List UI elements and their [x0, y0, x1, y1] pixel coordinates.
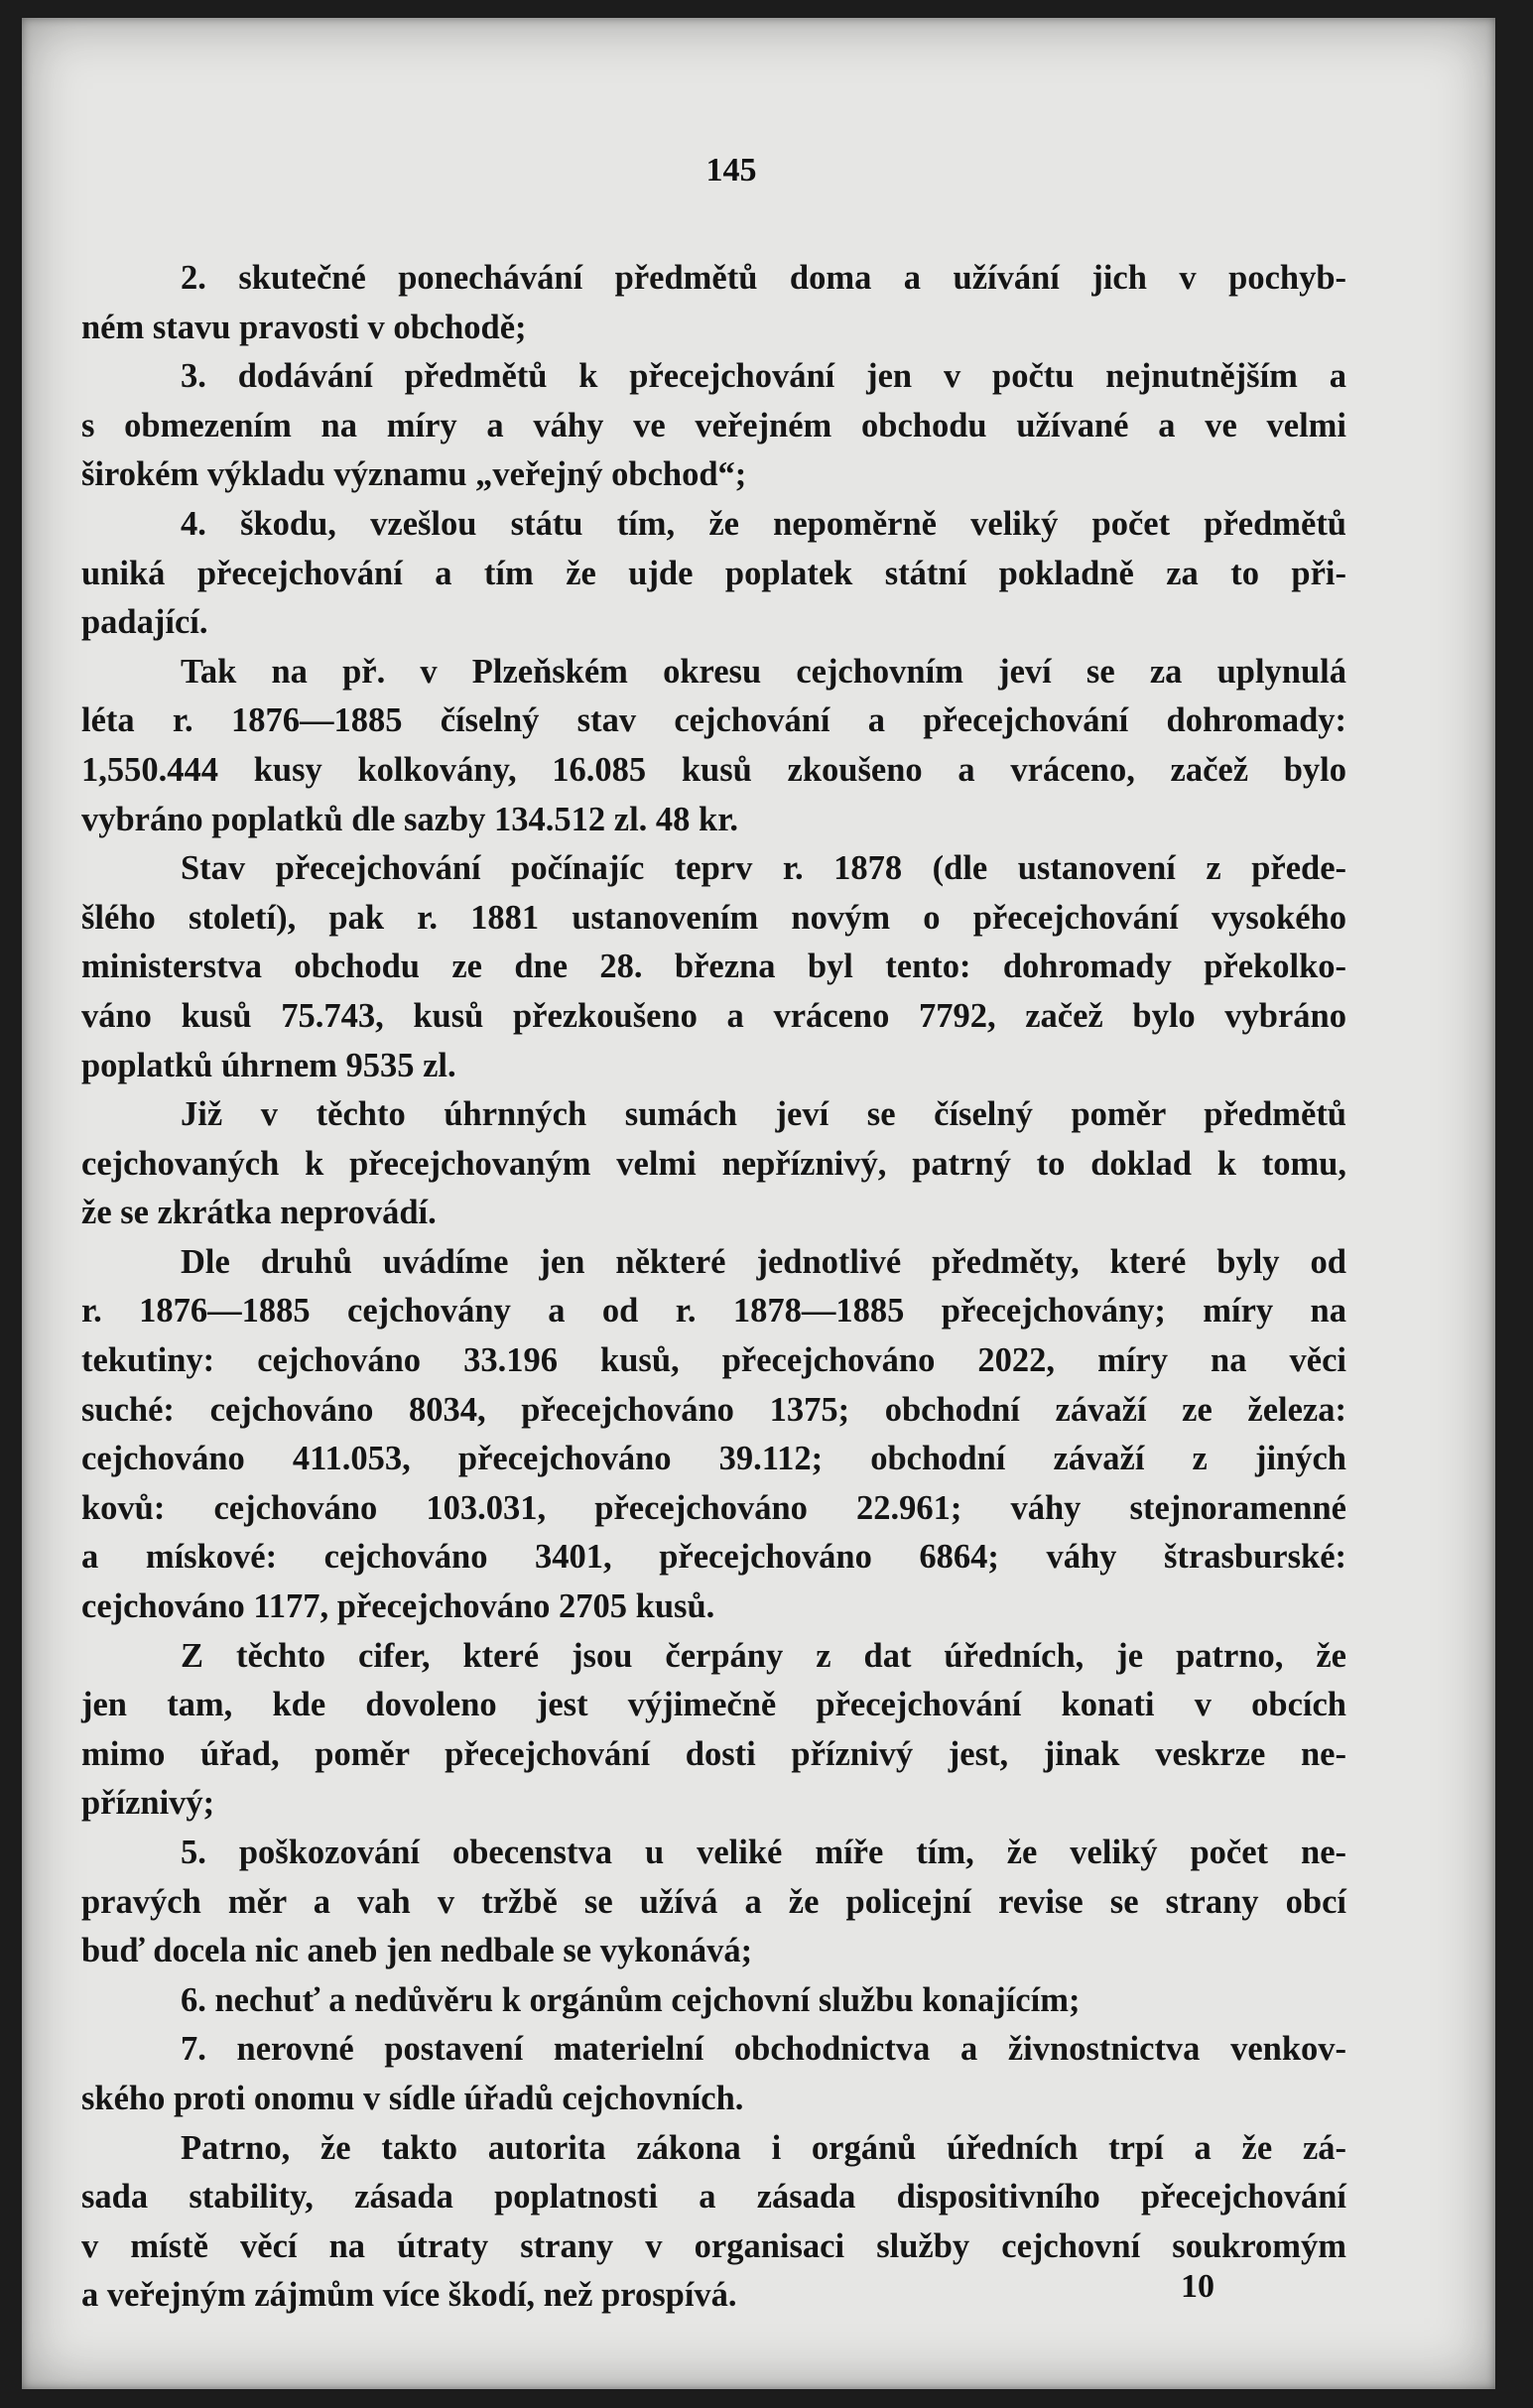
text-line: buď docela nic aneb jen nedbale se vykonává; [81, 1932, 753, 1970]
text-line: s obmezením na míry a váhy ve veřejném obchodu užívané a ve velmi [81, 406, 1346, 444]
text-line: kovů: cejchováno 103.031, přecejchováno 22.961; váhy stejnoramenné [81, 1488, 1346, 1527]
text-line: vybráno poplatků dle sazby 134.512 zl. 48 kr. [81, 800, 739, 838]
text-line: v místě věcí na útraty strany v organisaci služby cejchovní soukromým [81, 2226, 1346, 2265]
text-line: ministerstva obchodu ze dne 28. března byl tento: dohromady překolko- [81, 948, 1346, 986]
text-line: poplatků úhrnem 9535 zl. [81, 1046, 456, 1084]
text-line: 2. skutečné ponechávání předmětů doma a užívání jich v pochyb- [181, 259, 1346, 297]
text-line: a mískové: cejchováno 3401, přecejchováno 6864; váhy štrasburské: [81, 1538, 1346, 1577]
text-line: sada stability, zásada poplatnosti a zásada dispositivního přecejchování [81, 2178, 1346, 2217]
text-line: že se zkrátka neprovádí. [81, 1194, 437, 1232]
text-line: suché: cejchováno 8034, přecejchováno 1375; obchodní závaží ze železa: [81, 1390, 1346, 1429]
text-line: širokém výkladu významu „veřejný obchod“; [81, 455, 747, 494]
text-line: příznivý; [81, 1784, 215, 1823]
text-line: pravých měr a vah v tržbě se užívá a že policejní revise se strany obcí [81, 1882, 1346, 1921]
text-line: cejchovaných k přecejchovaným velmi nepříznivý, patrný to doklad k tomu, [81, 1144, 1346, 1183]
text-line: 3. dodávání předmětů k přecejchování jen v počtu nejnutnějším a [181, 357, 1346, 396]
text-line: 5. poškozování obecenstva u veliké míře tím, že veliký počet ne- [181, 1834, 1346, 1871]
text-line: cejchováno 1177, přecejchováno 2705 kusů. [81, 1587, 715, 1626]
book-page [22, 18, 1495, 2389]
text-line: 7. nerovné postavení materielní obchodnictva a živnostnictva venkov- [181, 2030, 1346, 2069]
text-line: ném stavu pravosti v obchodě; [81, 308, 527, 346]
text-line: padající. [81, 603, 208, 642]
text-line: váno kusů 75.743, kusů přezkoušeno a vráceno 7792, začež bylo vybráno [81, 996, 1346, 1035]
text-line: Dle druhů uvádíme jen některé jednotlivé předměty, které byly od [181, 1242, 1346, 1281]
text-line: léta r. 1876—1885 číselný stav cejchování a přecejchování dohromady: [81, 701, 1346, 740]
text-line: a veřejným zájmům více škodí, než prospívá. [81, 2276, 737, 2315]
text-line: šlého století), pak r. 1881 ustanovením novým o přecejchování vysokého [81, 898, 1346, 937]
text-line: Z těchto cifer, které jsou čerpány z dat úředních, je patrno, že [181, 1636, 1346, 1675]
text-line: Tak na př. v Plzeňském okresu cejchovním jeví se za uplynulá [181, 652, 1346, 691]
text-line: cejchováno 411.053, přecejchováno 39.112; obchodní závaží z jiných [81, 1440, 1346, 1478]
text-line: 6. nechuť a nedůvěru k orgánům cejchovní službu konajícím; [181, 1980, 1081, 2019]
body-text [81, 254, 1346, 2321]
page-number: 145 [705, 152, 757, 189]
text-line: 1,550.444 kusy kolkovány, 16.085 kusů zkoušeno a vráceno, začež bylo [81, 750, 1346, 789]
signature-mark: 10 [1181, 2268, 1214, 2305]
text-line: 4. škodu, vzešlou státu tím, že nepoměrně veliký počet předmětů [181, 504, 1346, 543]
text-line: mimo úřad, poměr přecejchování dosti příznivý jest, jinak veskrze ne- [81, 1734, 1346, 1773]
text-line: tekutiny: cejchováno 33.196 kusů, přecejchováno 2022, míry na věci [81, 1341, 1346, 1380]
text-line: uniká přecejchování a tím že ujde poplatek státní pokladně za to při- [81, 554, 1346, 592]
text-line: Stav přecejchování počínajíc teprv r. 1878 (dle ustanovení z přede- [181, 849, 1346, 888]
text-line: r. 1876—1885 cejchovány a od r. 1878—1885 přecejchovány; míry na [81, 1292, 1346, 1331]
text-line: jen tam, kde dovoleno jest výjimečně přecejchování konati v obcích [81, 1686, 1346, 1724]
text-line: Již v těchto úhrnných sumách jeví se číselný poměr předmětů [181, 1095, 1346, 1134]
text-line: ského proti onomu v sídle úřadů cejchovních. [81, 2079, 744, 2117]
text-line: Patrno, že takto autorita zákona i orgánů úředních trpí a že zá- [181, 2128, 1346, 2167]
